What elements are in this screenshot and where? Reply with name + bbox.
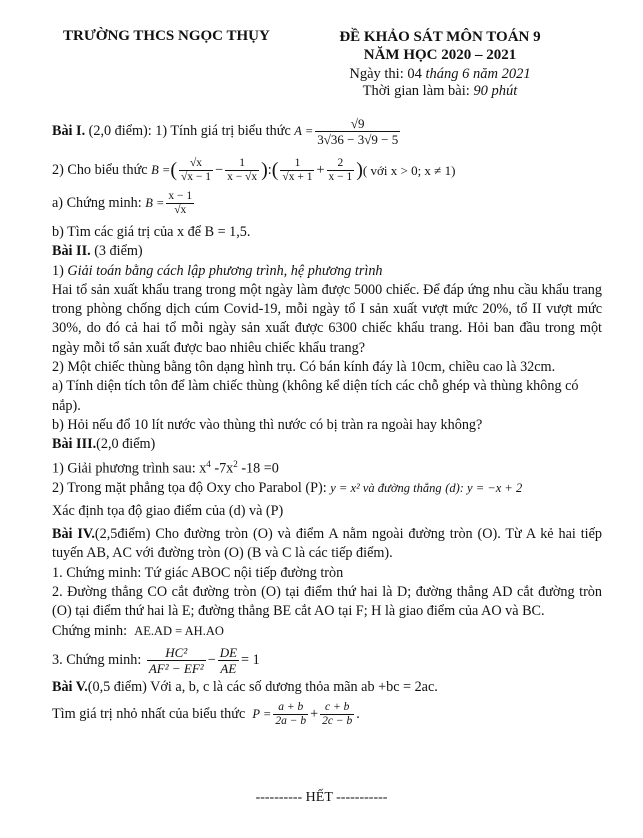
bai2-p1-label: 1): [52, 262, 64, 279]
bai3-p1-sup2: 2: [233, 458, 238, 469]
bai1-b: b) Tìm các giá trị của x để B = 1,5.: [52, 224, 251, 240]
bai1-expr-num: √9: [315, 116, 400, 132]
bai1-a-fraction: [166, 190, 194, 217]
bai3-line: (d): y = −x + 2: [445, 480, 523, 495]
bai4-f1: [147, 645, 206, 676]
bai5-dot: .: [356, 706, 360, 723]
bai4-p3-text: 3. Chứng minh:: [52, 651, 142, 668]
time-value: 90 phút: [473, 83, 518, 99]
bai3-parabola: y = x² và đường thẳng: [330, 480, 442, 495]
bai3-p1-end: -18 =0: [237, 460, 279, 477]
bai2-p1-italic: Giải toán bằng cách lập phương trình, hệ phương trình: [67, 262, 383, 279]
exam-title-block: [330, 28, 550, 64]
bai2-p2: 2) Một chiếc thùng bằng tôn dạng hình trụ. Có bán kính đáy là 10cm, chiều cao là 32cm.: [52, 359, 556, 376]
bai5-title: Bài V.: [52, 678, 88, 695]
bai1-expr-lhs: A =: [294, 123, 314, 138]
bai1-title: Bài I.: [52, 122, 86, 139]
f4-den: x − 1: [328, 171, 353, 183]
bai1-a-text: a) Chứng minh:: [52, 194, 142, 211]
bai1-p2-text: 2) Cho biểu thức: [52, 161, 148, 178]
bai1-f3: [280, 157, 314, 184]
bai1-intro: [52, 116, 602, 147]
bai1-f2: [225, 157, 259, 184]
bai1-intro-text: (2,0 điểm): 1) Tính giá trị biểu thức: [88, 122, 291, 139]
bai1-a-b: B =: [145, 195, 165, 210]
bai5-f1: [273, 701, 308, 728]
bai4-p3-eq: = 1: [241, 651, 260, 668]
bai3-p2-text: 2) Trong mặt phẳng tọa độ Oxy cho Parabol (P):: [52, 479, 327, 496]
f1-num: √x: [179, 157, 213, 171]
bai4-p1: 1. Chứng minh: Tứ giác ABOC nội tiếp đường tròn: [52, 564, 344, 581]
p3-f1-den: AF² − EF²: [148, 660, 204, 676]
bai5-p: [52, 701, 602, 728]
bai4-body: [52, 525, 602, 564]
bai3-p3: Xác định tọa độ giao điểm của (d) và (P): [52, 502, 284, 519]
date-rest: tháng 6 năm 2021: [425, 66, 531, 82]
b5-f1-den: 2a − b: [275, 715, 307, 728]
f3-num: 1: [280, 157, 314, 171]
bai5-f2: [320, 701, 354, 728]
bai5-body: [52, 678, 602, 697]
bai4-p2: 2. Đường thẳng CO cắt đường tròn (O) tại điểm thứ hai là D; đường thẳng AD cắt đường tròn (O) tại điểm thứ hai là E; đường thẳng BE cắt AO tại F; H là giao điểm của AO và BC.: [52, 584, 602, 620]
f4-num: 2: [327, 157, 355, 171]
bai1-f4: [327, 157, 355, 184]
bai3-points: (2,0 điểm): [96, 436, 156, 453]
bai3-heading: [52, 435, 602, 454]
bai1-condition: ( với x > 0; x ≠ 1): [362, 162, 456, 178]
p3-f2-den: AE: [220, 660, 237, 676]
bai1-a: [52, 190, 602, 217]
a-den: √x: [174, 204, 187, 216]
date-prefix: Ngày thi: 04: [349, 66, 422, 82]
time-prefix: Thời gian làm bài:: [362, 83, 470, 99]
p3-f1-num: HC²: [147, 645, 206, 661]
school-name: TRƯỜNG THCS NGỌC THỤY: [63, 28, 270, 44]
b5-f2-den: 2c − b: [322, 715, 353, 728]
exam-time: [330, 83, 550, 100]
bai3-p1-mid: -7x: [210, 460, 234, 477]
bai5-body-text: (0,5 điểm) Với a, b, c là các số dương thỏa mãn ab +bc = 2ac.: [87, 678, 438, 695]
bai3-p2: [52, 479, 602, 498]
bai3-title: Bài III.: [52, 436, 97, 453]
bai1-p2: 2) Cho biểu thức B = ( $\frac{√x}{√x - 1}$ − $\frac{1}{x - √x}$ ) : ( $\frac{1}{√x + 1}$ + $\frac{2}{x - 1}$ ) ( với x > 0; x ≠ 1): [52, 157, 456, 183]
bai4-prove-text: Chứng minh:: [52, 622, 128, 639]
bai4-eq: AE.AD = AH.AO: [134, 623, 224, 638]
bai5-p-lhs: P =: [252, 707, 272, 722]
bai3-p1-text: 1) Giải phương trình sau: x: [52, 460, 207, 477]
bai2-p1-heading: [52, 262, 602, 281]
school-year: NĂM HỌC 2020 – 2021: [363, 47, 517, 63]
exam-info: [330, 66, 550, 100]
bai1-expr-den: 3√36 − 3√9 − 5: [317, 132, 399, 147]
bai4-body-text: (2,5điểm) Cho đường tròn (O) và điểm A nằm ngoài đường tròn (O). Từ A kẻ hai tiếp tuyến AB, AC với đường tròn (O) (B và C là các tiếp điểm).: [52, 526, 602, 562]
bai2-p1-body: Hai tổ sản xuất khẩu trang trong một ngày làm được 5000 chiếc. Để đáp ứng nhu cầu khẩu trang trong phòng chống dịch cúm Covid-19, mỗi ngày tổ I sản xuất vượt mức 20%, tổ II vượt mức 30%, do đó cả hai tổ mỗi ngày sản xuất được 6300 chiếc khẩu trang. Hỏi ban đầu trong một ngày mỗi tổ sản xuất được bao nhiêu chiếc khẩu trang?: [52, 281, 602, 356]
f2-den: x − √x: [227, 171, 258, 183]
bai2-points: (3 điểm): [94, 243, 143, 260]
bai5-plus: +: [310, 706, 319, 723]
f2-num: 1: [225, 157, 259, 171]
p3-f2-num: DE: [219, 644, 238, 660]
bai2-p2a: a) Tính diện tích tôn để làm chiếc thùng (không kể diện tích các chỗ ghép và thùng không có nắp).: [52, 378, 579, 414]
b5-f2-num: c + b: [320, 701, 354, 715]
bai4-p2-prove: [52, 622, 602, 641]
bai2-heading: [52, 242, 602, 261]
a-num: x − 1: [168, 190, 193, 202]
exam-date: [330, 66, 550, 83]
bai2-title: Bài II.: [52, 243, 91, 260]
bai4-f2: [218, 645, 239, 676]
b5-f1-num: a + b: [273, 701, 308, 715]
f3-den: √x + 1: [282, 171, 313, 183]
bai4-minus: −: [207, 651, 216, 668]
bai3-p1-sup1: 4: [206, 458, 211, 469]
bai2-p2b: b) Hỏi nếu đổ 10 lít nước vào thùng thì nước có bị tràn ra ngoài hay không?: [52, 416, 483, 433]
bai4-p3: [52, 645, 602, 676]
bai1-p2-b: B =: [151, 162, 171, 177]
exam-content: [52, 116, 602, 728]
end-marker: ---------- HẾT -----------: [255, 790, 388, 805]
exam-header: [0, 22, 643, 102]
exam-title: ĐỀ KHẢO SÁT MÔN TOÁN 9: [339, 29, 541, 45]
bai3-p1: [52, 455, 602, 479]
bai1-f1: [179, 157, 213, 184]
bai5-p-text: Tìm giá trị nhỏ nhất của biểu thức: [52, 706, 246, 723]
f1-den: √x − 1: [180, 171, 212, 183]
bai4-title: Bài IV.: [52, 526, 95, 543]
bai1-expr-fraction: [315, 116, 400, 147]
